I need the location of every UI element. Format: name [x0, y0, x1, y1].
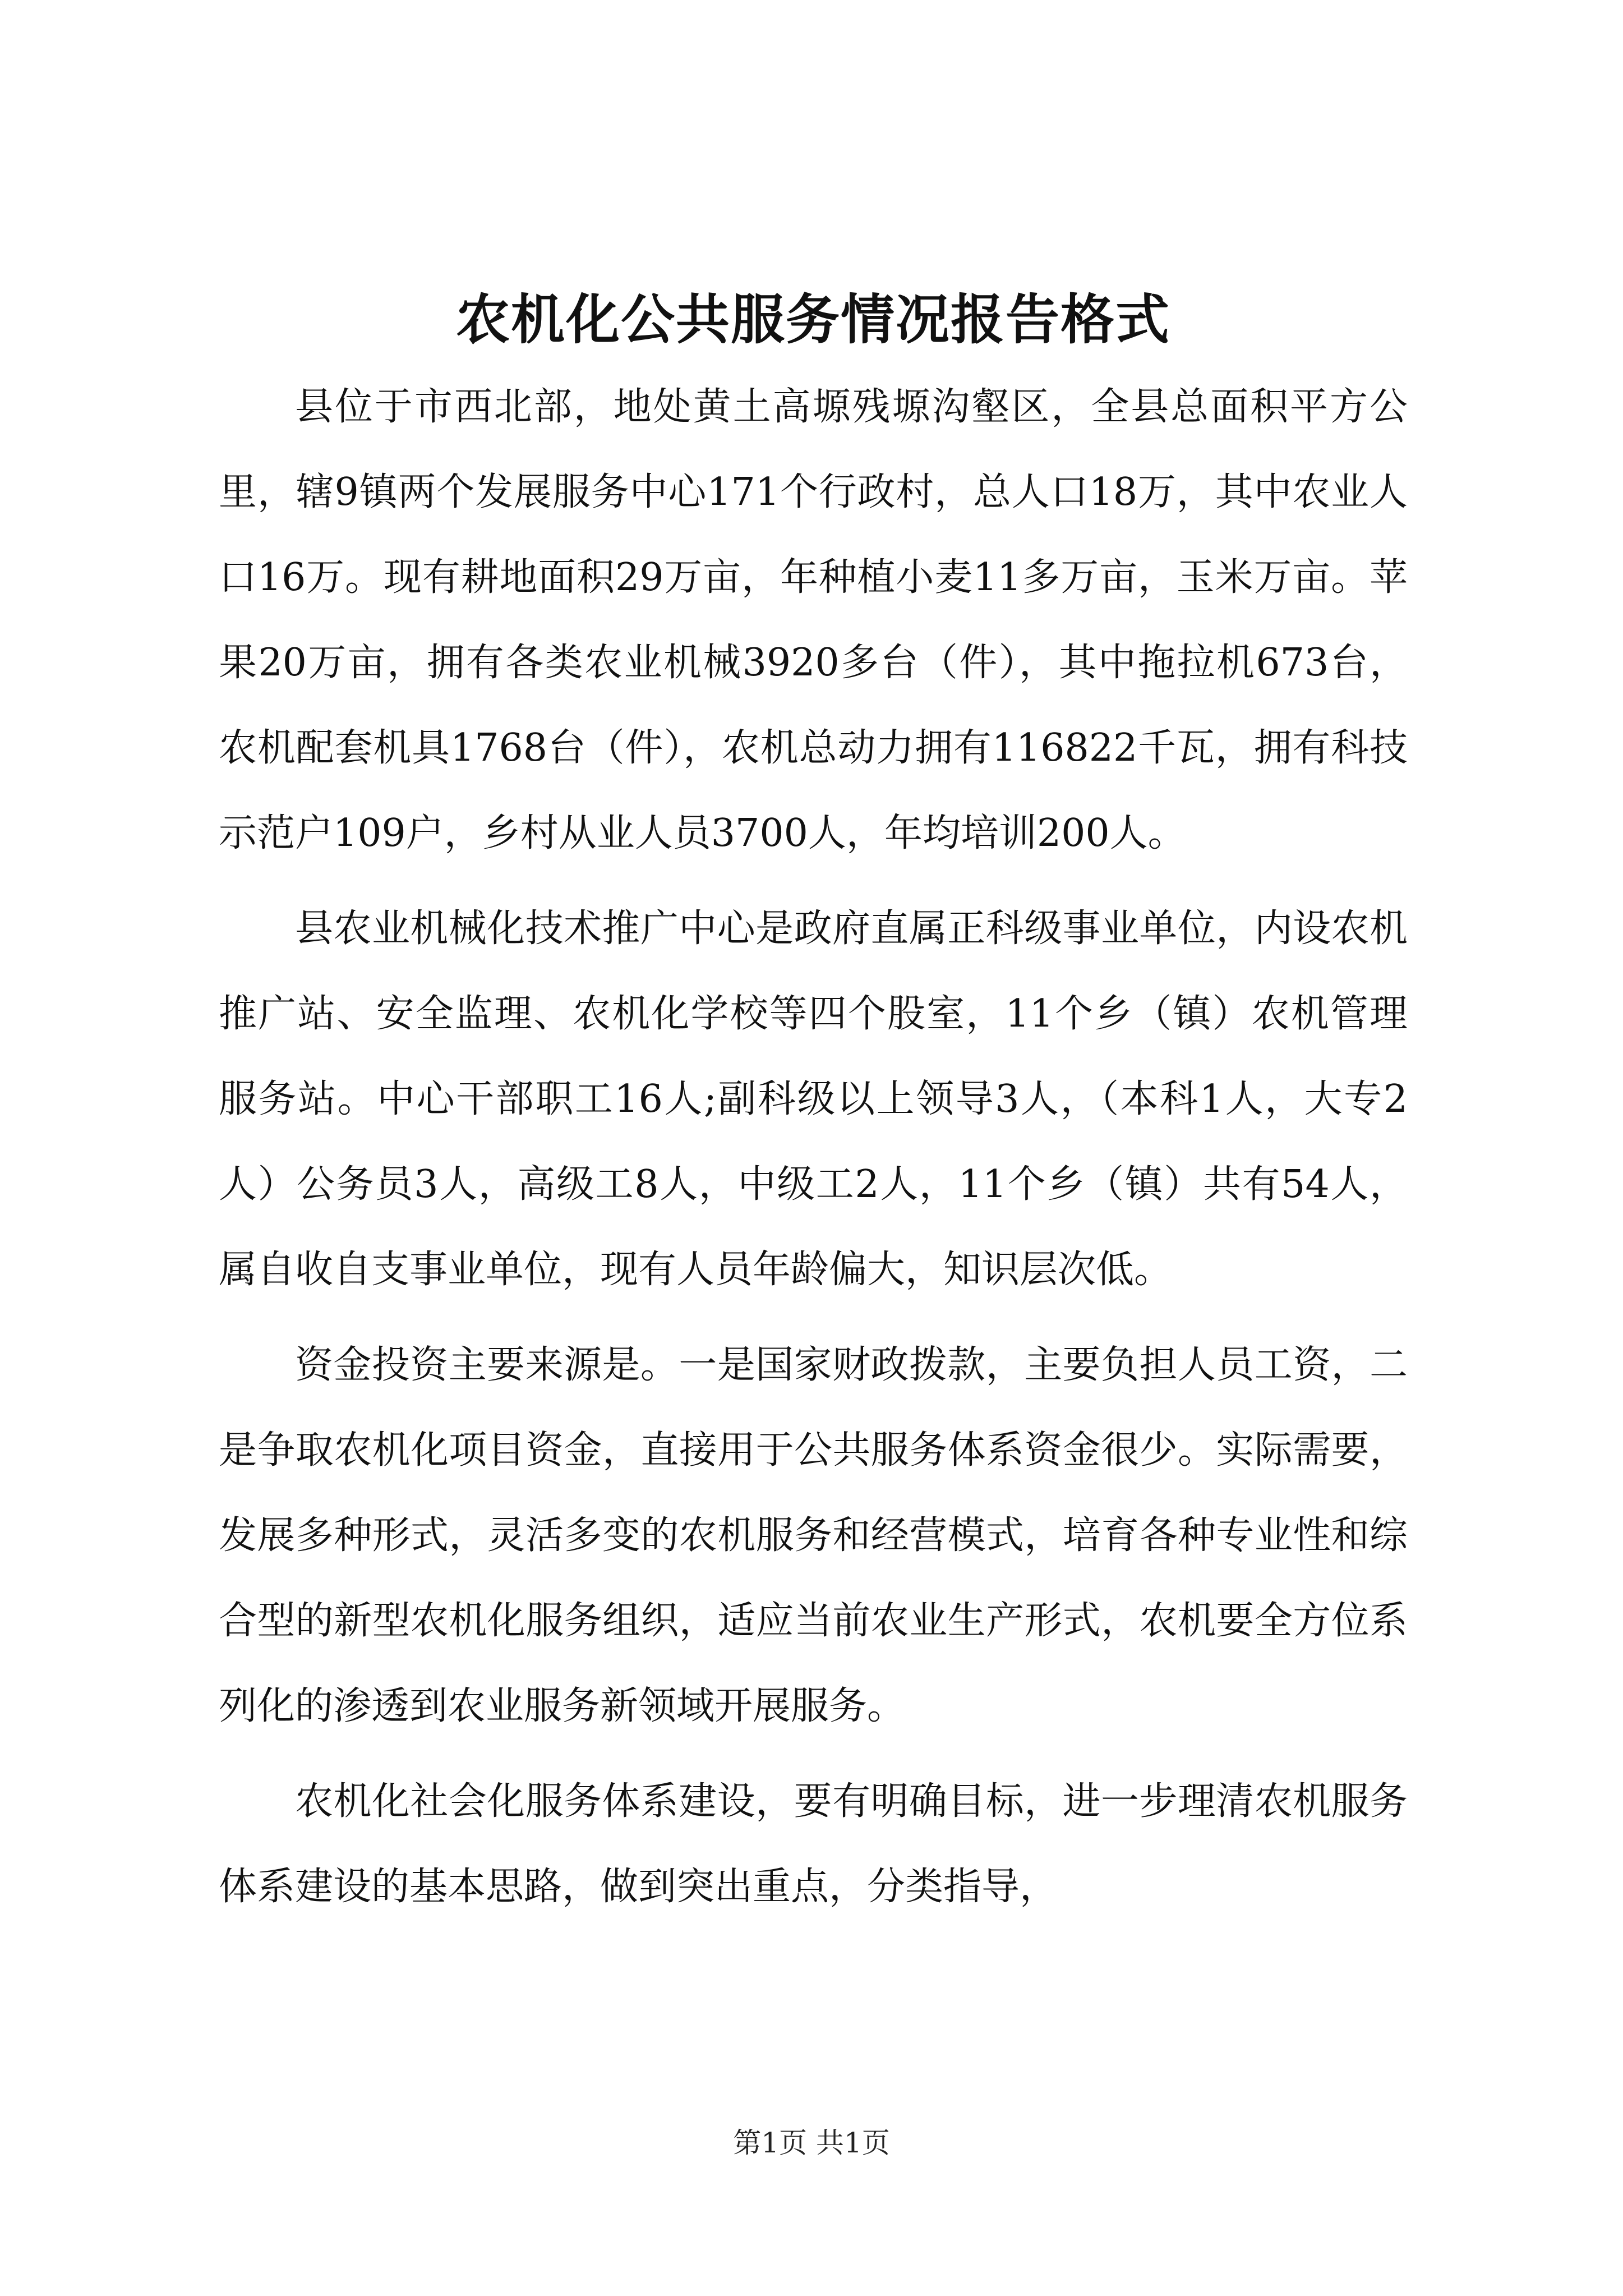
- document-body: [219, 365, 1408, 1940]
- paragraph-county-overview: 县位于市西北部，地处黄土高塬残塬沟壑区，全县总面积平方公里，辖9镇两个发展服务中心171个行政村，总人口18万，其中农业人口16万。现有耕地面积29万亩，年种植小麦11多万亩，玉米万亩。苹果20万亩，拥有各类农业机械3920多台（件），其中拖拉机673台，农机配套机具1768台（件），农机总动力拥有116822千瓦，拥有科技示范户109户，乡村从业人员3700人，年均培训200人。: [219, 385, 1408, 855]
- paragraph-service-system-goals: 农机化社会化服务体系建设，要有明确目标，进一步理清农机服务体系建设的基本思路，做到突出重点，分类指导，: [219, 1779, 1408, 1909]
- document-title: 农机化公共服务情况报告格式: [456, 288, 1170, 351]
- paragraph-funding-sources: 资金投资主要来源是。一是国家财政拨款，主要负担人员工资，二是争取农机化项目资金，直接用于公共服务体系资金很少。实际需要，发展多种形式，灵活多变的农机服务和经营模式，培育各种专业性和综合型的新型农机化服务组织，适应当前农业生产形式，农机要全方位系列化的渗透到农业服务新领域开展服务。: [219, 1343, 1408, 1728]
- page-footer: 第1页 共1页: [733, 2127, 890, 2159]
- paragraph-center-staffing: 县农业机械化技术推广中心是政府直属正科级事业单位，内设农机推广站、安全监理、农机化学校等四个股室，11个乡（镇）农机管理服务站。中心干部职工16人;副科级以上领导3人，（本科1人，大专2人）公务员3人，高级工8人，中级工2人，11个乡（镇）共有54人，属自收自支事业单位，现有人员年龄偏大，知识层次低。: [219, 907, 1408, 1292]
